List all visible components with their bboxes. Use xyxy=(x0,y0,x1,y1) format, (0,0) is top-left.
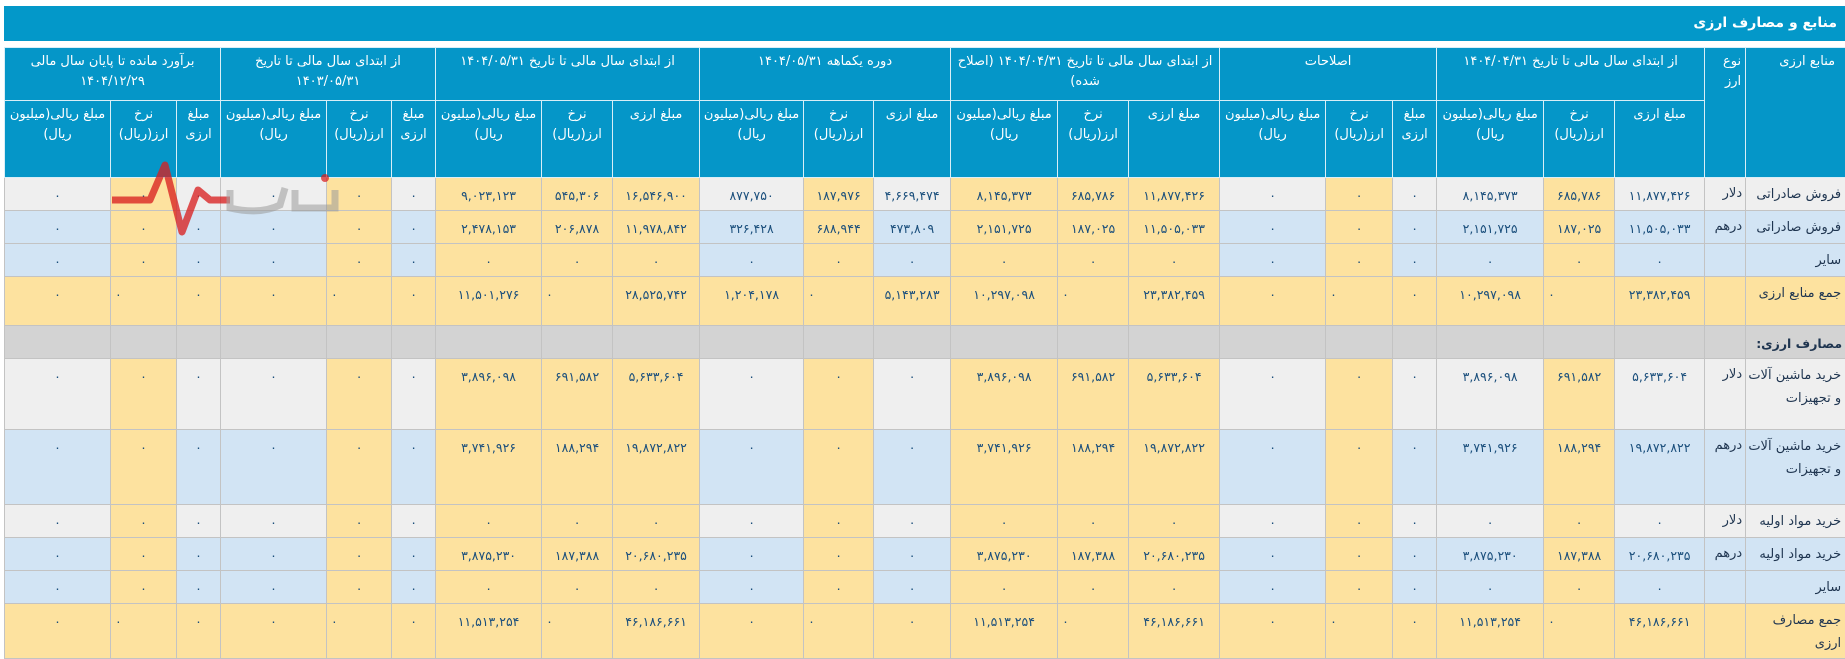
currency-amount-cell: ۰ xyxy=(1393,505,1437,538)
exchange-rate-cell: ۰ xyxy=(1544,604,1615,659)
panel-title: منابع و مصارف ارزی xyxy=(4,6,1845,41)
exchange-rate-cell: ۱۸۸,۲۹۴ xyxy=(1544,430,1615,505)
rial-amount-cell: ۰ xyxy=(700,430,804,505)
exchange-rate-cell: ۰ xyxy=(1058,277,1129,326)
header-source: منابع ارزی xyxy=(1746,48,1845,178)
exchange-rate-cell: ۰ xyxy=(1326,277,1393,326)
exchange-rate-cell: ۰ xyxy=(1544,277,1615,326)
rial-amount-cell: ۰ xyxy=(221,277,327,326)
row-label: خرید مواد اولیه xyxy=(1746,505,1845,538)
section-empty-cell xyxy=(1129,326,1220,359)
header-exchange-rate: نرخ ارز(ریال) xyxy=(1544,101,1615,178)
row-label: خرید مواد اولیه xyxy=(1746,538,1845,571)
currency-type xyxy=(1705,277,1746,326)
rial-amount-cell: ۳,۸۹۶,۰۹۸ xyxy=(1437,359,1544,430)
rial-amount-cell: ۰ xyxy=(5,244,111,277)
header-rial-amount: مبلغ ریالی(میلیون ریال) xyxy=(5,101,111,178)
rial-amount-cell: ۰ xyxy=(700,244,804,277)
currency-amount-cell: ۰ xyxy=(1129,571,1220,604)
currency-type: دلار xyxy=(1705,359,1746,430)
exchange-rate-cell: ۰ xyxy=(804,359,874,430)
currency-amount-cell: ۰ xyxy=(177,244,221,277)
currency-amount-cell: ۰ xyxy=(1393,178,1437,211)
header-currency-amount: مبلغ ارزی xyxy=(1129,101,1220,178)
rial-amount-cell: ۸۷۷,۷۵۰ xyxy=(700,178,804,211)
header-rial-amount: مبلغ ریالی(میلیون ریال) xyxy=(1220,101,1326,178)
currency-amount-cell: ۰ xyxy=(392,178,436,211)
exchange-rate-cell: ۰ xyxy=(1326,538,1393,571)
section-empty-cell xyxy=(177,326,221,359)
exchange-rate-cell: ۰ xyxy=(111,244,177,277)
currency-amount-cell: ۰ xyxy=(1615,571,1705,604)
currency-amount-cell: ۰ xyxy=(874,430,951,505)
exchange-rate-cell: ۶۸۸,۹۴۴ xyxy=(804,211,874,244)
section-empty-cell xyxy=(1058,326,1129,359)
rial-amount-cell: ۰ xyxy=(700,359,804,430)
rial-amount-cell: ۰ xyxy=(951,244,1058,277)
rial-amount-cell: ۰ xyxy=(1437,505,1544,538)
exchange-rate-cell: ۶۹۱,۵۸۲ xyxy=(1544,359,1615,430)
rial-amount-cell: ۳,۷۴۱,۹۲۶ xyxy=(436,430,542,505)
header-row-groups xyxy=(5,48,1845,101)
rial-amount-cell: ۰ xyxy=(5,430,111,505)
exchange-rate-cell: ۱۸۸,۲۹۴ xyxy=(542,430,613,505)
row-label: سایر xyxy=(1746,244,1845,277)
currency-amount-cell: ۰ xyxy=(177,277,221,326)
rial-amount-cell: ۰ xyxy=(1220,604,1326,659)
rial-amount-cell: ۰ xyxy=(5,359,111,430)
rial-amount-cell: ۱۱,۵۰۱,۲۷۶ xyxy=(436,277,542,326)
exchange-rate-cell: ۰ xyxy=(804,538,874,571)
rial-amount-cell: ۰ xyxy=(221,359,327,430)
rial-amount-cell: ۰ xyxy=(5,505,111,538)
header-exchange-rate: نرخ ارز(ریال) xyxy=(1058,101,1129,178)
exchange-rate-cell: ۰ xyxy=(111,430,177,505)
header-group-2: از ابتدای سال مالی تا تاریخ ۱۴۰۴/۰۴/۳۱ (اصلاح شده) xyxy=(951,48,1220,101)
exchange-rate-cell: ۰ xyxy=(1058,244,1129,277)
currency-amount-cell: ۰ xyxy=(177,211,221,244)
table-row xyxy=(5,211,1845,244)
exchange-rate-cell: ۰ xyxy=(1326,359,1393,430)
currency-amount-cell: ۰ xyxy=(874,359,951,430)
currency-amount-cell: ۰ xyxy=(1393,359,1437,430)
rial-amount-cell: ۰ xyxy=(1220,211,1326,244)
currency-amount-cell: ۰ xyxy=(1393,277,1437,326)
exchange-rate-cell: ۱۸۷,۳۸۸ xyxy=(1058,538,1129,571)
rial-amount-cell: ۰ xyxy=(700,538,804,571)
rial-amount-cell: ۰ xyxy=(700,571,804,604)
header-row-subcolumns xyxy=(5,101,1845,178)
exchange-rate-cell: ۱۸۷,۹۷۶ xyxy=(804,178,874,211)
header-rial-amount: مبلغ ریالی(میلیون ریال) xyxy=(951,101,1058,178)
exchange-rate-cell: ۰ xyxy=(804,505,874,538)
exchange-rate-cell: ۶۸۵,۷۸۶ xyxy=(1544,178,1615,211)
exchange-rate-cell: ۰ xyxy=(111,178,177,211)
rial-amount-cell: ۱,۲۰۴,۱۷۸ xyxy=(700,277,804,326)
header-exchange-rate: نرخ ارز(ریال) xyxy=(1326,101,1393,178)
row-label: جمع منابع ارزی xyxy=(1746,277,1845,326)
exchange-rate-cell: ۶۹۱,۵۸۲ xyxy=(1058,359,1129,430)
exchange-rate-cell: ۰ xyxy=(1058,505,1129,538)
rial-amount-cell: ۰ xyxy=(436,571,542,604)
header-rial-amount: مبلغ ریالی(میلیون ریال) xyxy=(436,101,542,178)
exchange-rate-cell: ۰ xyxy=(111,359,177,430)
currency-amount-cell: ۰ xyxy=(1393,538,1437,571)
section-empty-cell xyxy=(111,326,177,359)
rial-amount-cell: ۰ xyxy=(221,430,327,505)
currency-amount-cell: ۱۱,۸۷۷,۴۲۶ xyxy=(1129,178,1220,211)
exchange-rate-cell: ۰ xyxy=(542,277,613,326)
rial-amount-cell: ۰ xyxy=(1220,277,1326,326)
header-currency-amount: مبلغ ارزی xyxy=(613,101,700,178)
exchange-rate-cell: ۰ xyxy=(1544,505,1615,538)
currency-sources-uses-table xyxy=(4,47,1845,659)
currency-type xyxy=(1705,571,1746,604)
section-row xyxy=(5,326,1845,359)
table-row xyxy=(5,359,1845,430)
currency-amount-cell: ۰ xyxy=(874,505,951,538)
row-label: خرید ماشین آلات و تجهیزات xyxy=(1746,430,1845,505)
section-empty-cell xyxy=(1615,326,1705,359)
exchange-rate-cell: ۰ xyxy=(111,211,177,244)
exchange-rate-cell: ۰ xyxy=(111,604,177,659)
exchange-rate-cell: ۰ xyxy=(1326,604,1393,659)
table-row xyxy=(5,430,1845,505)
section-empty-cell xyxy=(1437,326,1544,359)
header-exchange-rate: نرخ ارز(ریال) xyxy=(804,101,874,178)
exchange-rate-cell: ۰ xyxy=(804,277,874,326)
header-currency-amount: مبلغ ارزی xyxy=(392,101,436,178)
exchange-rate-cell: ۰ xyxy=(804,571,874,604)
header-group-6: برآورد مانده تا پایان سال مالی ۱۴۰۴/۱۲/۲۹ xyxy=(5,48,221,101)
currency-amount-cell: ۰ xyxy=(613,244,700,277)
row-label: سایر xyxy=(1746,571,1845,604)
exchange-rate-cell: ۶۸۵,۷۸۶ xyxy=(1058,178,1129,211)
section-empty-cell xyxy=(613,326,700,359)
currency-type xyxy=(1705,604,1746,659)
section-empty-cell xyxy=(1326,326,1393,359)
currency-amount-cell: ۰ xyxy=(1393,244,1437,277)
rial-amount-cell: ۰ xyxy=(700,604,804,659)
exchange-rate-cell: ۰ xyxy=(1544,244,1615,277)
section-label: مصارف ارزی: xyxy=(1746,326,1845,359)
table-row xyxy=(5,538,1845,571)
row-label: جمع مصارف ارزی xyxy=(1746,604,1845,659)
rial-amount-cell: ۰ xyxy=(1220,244,1326,277)
rial-amount-cell: ۰ xyxy=(221,505,327,538)
currency-amount-cell: ۱۱,۵۰۵,۰۳۳ xyxy=(1129,211,1220,244)
rial-amount-cell: ۰ xyxy=(221,244,327,277)
header-group-5: از ابتدای سال مالی تا تاریخ ۱۴۰۳/۰۵/۳۱ xyxy=(221,48,436,101)
currency-amount-cell: ۲۳,۳۸۲,۴۵۹ xyxy=(1615,277,1705,326)
currency-amount-cell: ۰ xyxy=(177,430,221,505)
total-row xyxy=(5,277,1845,326)
section-empty-cell xyxy=(221,326,327,359)
row-label: فروش صادراتی xyxy=(1746,178,1845,211)
table-row xyxy=(5,571,1845,604)
section-empty-cell xyxy=(542,326,613,359)
section-empty-cell xyxy=(1220,326,1326,359)
currency-amount-cell: ۰ xyxy=(1129,505,1220,538)
rial-amount-cell: ۱۱,۵۱۳,۲۵۴ xyxy=(1437,604,1544,659)
currency-amount-cell: ۰ xyxy=(392,538,436,571)
rial-amount-cell: ۳۲۶,۴۲۸ xyxy=(700,211,804,244)
header-group-0: از ابتدای سال مالی تا تاریخ ۱۴۰۴/۰۴/۳۱ xyxy=(1437,48,1705,101)
rial-amount-cell: ۰ xyxy=(436,244,542,277)
currency-amount-cell: ۰ xyxy=(1615,505,1705,538)
rial-amount-cell: ۲,۱۵۱,۷۲۵ xyxy=(951,211,1058,244)
section-empty-cell xyxy=(804,326,874,359)
exchange-rate-cell: ۱۸۷,۰۲۵ xyxy=(1058,211,1129,244)
currency-amount-cell: ۲۸,۵۲۵,۷۴۲ xyxy=(613,277,700,326)
currency-amount-cell: ۰ xyxy=(874,604,951,659)
rial-amount-cell: ۰ xyxy=(221,538,327,571)
row-label: فروش صادراتی xyxy=(1746,211,1845,244)
rial-amount-cell: ۰ xyxy=(1437,571,1544,604)
rial-amount-cell: ۰ xyxy=(5,277,111,326)
header-rial-amount: مبلغ ریالی(میلیون ریال) xyxy=(1437,101,1544,178)
currency-amount-cell: ۱۹,۸۷۲,۸۲۲ xyxy=(613,430,700,505)
rial-amount-cell: ۰ xyxy=(951,505,1058,538)
header-group-3: دوره یکماهه ۱۴۰۴/۰۵/۳۱ xyxy=(700,48,951,101)
rial-amount-cell: ۱۰,۲۹۷,۰۹۸ xyxy=(951,277,1058,326)
section-empty-cell xyxy=(436,326,542,359)
rial-amount-cell: ۰ xyxy=(5,538,111,571)
exchange-rate-cell: ۰ xyxy=(542,604,613,659)
rial-amount-cell: ۰ xyxy=(221,604,327,659)
header-group-4: از ابتدای سال مالی تا تاریخ ۱۴۰۴/۰۵/۳۱ xyxy=(436,48,700,101)
exchange-rate-cell: ۰ xyxy=(804,430,874,505)
rial-amount-cell: ۳,۸۷۵,۲۳۰ xyxy=(951,538,1058,571)
table-row xyxy=(5,505,1845,538)
exchange-rate-cell: ۱۸۸,۲۹۴ xyxy=(1058,430,1129,505)
exchange-rate-cell: ۰ xyxy=(804,244,874,277)
currency-amount-cell: ۰ xyxy=(177,604,221,659)
currency-amount-cell: ۲۰,۶۸۰,۲۳۵ xyxy=(1615,538,1705,571)
currency-amount-cell: ۱۶,۵۴۶,۹۰۰ xyxy=(613,178,700,211)
section-empty-cell xyxy=(5,326,111,359)
exchange-rate-cell: ۶۹۱,۵۸۲ xyxy=(542,359,613,430)
rial-amount-cell: ۲,۴۷۸,۱۵۳ xyxy=(436,211,542,244)
currency-amount-cell: ۰ xyxy=(392,604,436,659)
currency-type: درهم xyxy=(1705,430,1746,505)
currency-amount-cell: ۵,۶۳۳,۶۰۴ xyxy=(1615,359,1705,430)
exchange-rate-cell: ۰ xyxy=(327,277,392,326)
exchange-rate-cell: ۰ xyxy=(111,505,177,538)
table-row xyxy=(5,244,1845,277)
exchange-rate-cell: ۰ xyxy=(542,244,613,277)
header-rial-amount: مبلغ ریالی(میلیون ریال) xyxy=(700,101,804,178)
exchange-rate-cell: ۰ xyxy=(111,571,177,604)
exchange-rate-cell: ۰ xyxy=(1326,505,1393,538)
exchange-rate-cell: ۰ xyxy=(1326,211,1393,244)
exchange-rate-cell: ۰ xyxy=(111,277,177,326)
rial-amount-cell: ۰ xyxy=(1220,430,1326,505)
currency-amount-cell: ۰ xyxy=(392,359,436,430)
exchange-rate-cell: ۰ xyxy=(327,604,392,659)
currency-amount-cell: ۰ xyxy=(1615,244,1705,277)
exchange-rate-cell: ۰ xyxy=(1326,178,1393,211)
currency-amount-cell: ۰ xyxy=(1393,571,1437,604)
rial-amount-cell: ۰ xyxy=(5,211,111,244)
rial-amount-cell: ۰ xyxy=(1220,505,1326,538)
currency-amount-cell: ۰ xyxy=(1393,604,1437,659)
rial-amount-cell: ۳,۸۹۶,۰۹۸ xyxy=(951,359,1058,430)
currency-type: دلار xyxy=(1705,178,1746,211)
currency-amount-cell: ۰ xyxy=(1129,244,1220,277)
currency-amount-cell: ۵,۶۳۳,۶۰۴ xyxy=(1129,359,1220,430)
exchange-rate-cell: ۰ xyxy=(327,505,392,538)
currency-amount-cell: ۰ xyxy=(177,571,221,604)
currency-amount-cell: ۰ xyxy=(392,244,436,277)
exchange-rate-cell: ۱۸۷,۳۸۸ xyxy=(1544,538,1615,571)
rial-amount-cell: ۰ xyxy=(221,211,327,244)
rial-amount-cell: ۰ xyxy=(951,571,1058,604)
currency-amount-cell: ۰ xyxy=(392,430,436,505)
rial-amount-cell: ۰ xyxy=(5,178,111,211)
currency-type: دلار xyxy=(1705,505,1746,538)
exchange-rate-cell: ۰ xyxy=(1326,244,1393,277)
currency-amount-cell: ۰ xyxy=(392,505,436,538)
section-empty-cell xyxy=(1393,326,1437,359)
exchange-rate-cell: ۰ xyxy=(1058,604,1129,659)
currency-amount-cell: ۲۰,۶۸۰,۲۳۵ xyxy=(1129,538,1220,571)
section-empty-cell xyxy=(951,326,1058,359)
table-row xyxy=(5,178,1845,211)
exchange-rate-cell: ۰ xyxy=(327,430,392,505)
currency-amount-cell: ۴,۶۶۹,۴۷۴ xyxy=(874,178,951,211)
header-currency-amount: مبلغ ارزی xyxy=(177,101,221,178)
rial-amount-cell: ۰ xyxy=(221,178,327,211)
currency-amount-cell: ۰ xyxy=(874,538,951,571)
currency-amount-cell: ۰ xyxy=(874,244,951,277)
currency-amount-cell: ۴۶,۱۸۶,۶۶۱ xyxy=(613,604,700,659)
currency-amount-cell: ۰ xyxy=(1393,211,1437,244)
header-currency-type: نوع ارز xyxy=(1705,48,1746,178)
header-exchange-rate: نرخ ارز(ریال) xyxy=(542,101,613,178)
rial-amount-cell: ۰ xyxy=(1220,178,1326,211)
section-empty-cell xyxy=(1544,326,1615,359)
rial-amount-cell: ۸,۱۴۵,۳۷۳ xyxy=(951,178,1058,211)
currency-amount-cell: ۰ xyxy=(392,571,436,604)
currency-type: درهم xyxy=(1705,211,1746,244)
exchange-rate-cell: ۰ xyxy=(327,211,392,244)
rial-amount-cell: ۰ xyxy=(5,604,111,659)
rial-amount-cell: ۱۱,۵۱۳,۲۵۴ xyxy=(436,604,542,659)
currency-amount-cell: ۱۱,۸۷۷,۴۲۶ xyxy=(1615,178,1705,211)
rial-amount-cell: ۰ xyxy=(1220,571,1326,604)
header-group-1: اصلاحات xyxy=(1220,48,1437,101)
currency-amount-cell: ۱۱,۹۷۸,۸۴۲ xyxy=(613,211,700,244)
rial-amount-cell: ۳,۸۹۶,۰۹۸ xyxy=(436,359,542,430)
section-empty-cell xyxy=(874,326,951,359)
header-currency-amount: مبلغ ارزی xyxy=(1615,101,1705,178)
currency-amount-cell: ۴۶,۱۸۶,۶۶۱ xyxy=(1129,604,1220,659)
header-exchange-rate: نرخ ارز(ریال) xyxy=(327,101,392,178)
rial-amount-cell: ۳,۷۴۱,۹۲۶ xyxy=(951,430,1058,505)
exchange-rate-cell: ۰ xyxy=(804,604,874,659)
exchange-rate-cell: ۰ xyxy=(327,359,392,430)
currency-amount-cell: ۵,۶۳۳,۶۰۴ xyxy=(613,359,700,430)
currency-amount-cell: ۲۰,۶۸۰,۲۳۵ xyxy=(613,538,700,571)
header-exchange-rate: نرخ ارز(ریال) xyxy=(111,101,177,178)
header-currency-amount: مبلغ ارزی xyxy=(874,101,951,178)
currency-amount-cell: ۱۹,۸۷۲,۸۲۲ xyxy=(1129,430,1220,505)
currency-amount-cell: ۱۱,۵۰۵,۰۳۳ xyxy=(1615,211,1705,244)
rial-amount-cell: ۰ xyxy=(5,571,111,604)
rial-amount-cell: ۱۱,۵۱۳,۲۵۴ xyxy=(951,604,1058,659)
rial-amount-cell: ۸,۱۴۵,۳۷۳ xyxy=(1437,178,1544,211)
rial-amount-cell: ۳,۸۷۵,۲۳۰ xyxy=(436,538,542,571)
currency-amount-cell: ۲۳,۳۸۲,۴۵۹ xyxy=(1129,277,1220,326)
exchange-rate-cell: ۰ xyxy=(327,571,392,604)
exchange-rate-cell: ۰ xyxy=(1326,571,1393,604)
exchange-rate-cell: ۰ xyxy=(1058,571,1129,604)
exchange-rate-cell: ۰ xyxy=(1326,430,1393,505)
currency-type: درهم xyxy=(1705,538,1746,571)
currency-type xyxy=(1705,244,1746,277)
rial-amount-cell: ۰ xyxy=(1220,538,1326,571)
section-empty-cell xyxy=(327,326,392,359)
row-label: خرید ماشین آلات و تجهیزات xyxy=(1746,359,1845,430)
exchange-rate-cell: ۰ xyxy=(542,505,613,538)
rial-amount-cell: ۰ xyxy=(436,505,542,538)
exchange-rate-cell: ۰ xyxy=(542,571,613,604)
rial-amount-cell: ۲,۱۵۱,۷۲۵ xyxy=(1437,211,1544,244)
total-row xyxy=(5,604,1845,659)
currency-amount-cell: ۰ xyxy=(177,505,221,538)
rial-amount-cell: ۰ xyxy=(221,571,327,604)
section-empty-cell xyxy=(392,326,436,359)
exchange-rate-cell: ۰ xyxy=(1544,571,1615,604)
exchange-rate-cell: ۱۸۷,۳۸۸ xyxy=(542,538,613,571)
rial-amount-cell: ۰ xyxy=(1437,244,1544,277)
header-rial-amount: مبلغ ریالی(میلیون ریال) xyxy=(221,101,327,178)
currency-amount-cell: ۰ xyxy=(177,538,221,571)
exchange-rate-cell: ۵۴۵,۳۰۶ xyxy=(542,178,613,211)
rial-amount-cell: ۳,۷۴۱,۹۲۶ xyxy=(1437,430,1544,505)
exchange-rate-cell: ۰ xyxy=(327,244,392,277)
currency-amount-cell: ۰ xyxy=(874,571,951,604)
exchange-rate-cell: ۰ xyxy=(327,538,392,571)
rial-amount-cell: ۹,۰۲۳,۱۲۳ xyxy=(436,178,542,211)
exchange-rate-cell: ۲۰۶,۸۷۸ xyxy=(542,211,613,244)
section-empty-cell xyxy=(1705,326,1746,359)
currency-amount-cell: ۰ xyxy=(392,211,436,244)
currency-amount-cell: ۰ xyxy=(613,505,700,538)
currency-amount-cell: ۴۷۳,۸۰۹ xyxy=(874,211,951,244)
exchange-rate-cell: ۱۸۷,۰۲۵ xyxy=(1544,211,1615,244)
currency-amount-cell: ۰ xyxy=(177,359,221,430)
currency-amount-cell: ۵,۱۴۳,۲۸۳ xyxy=(874,277,951,326)
rial-amount-cell: ۰ xyxy=(1220,359,1326,430)
exchange-rate-cell: ۰ xyxy=(111,538,177,571)
currency-amount-cell: ۱۹,۸۷۲,۸۲۲ xyxy=(1615,430,1705,505)
currency-amount-cell: ۰ xyxy=(1393,430,1437,505)
currency-amount-cell: ۰ xyxy=(177,178,221,211)
header-currency-amount: مبلغ ارزی xyxy=(1393,101,1437,178)
exchange-rate-cell: ۰ xyxy=(327,178,392,211)
rial-amount-cell: ۰ xyxy=(700,505,804,538)
rial-amount-cell: ۱۰,۲۹۷,۰۹۸ xyxy=(1437,277,1544,326)
currency-amount-cell: ۴۶,۱۸۶,۶۶۱ xyxy=(1615,604,1705,659)
currency-amount-cell: ۰ xyxy=(392,277,436,326)
section-empty-cell xyxy=(700,326,804,359)
rial-amount-cell: ۳,۸۷۵,۲۳۰ xyxy=(1437,538,1544,571)
currency-amount-cell: ۰ xyxy=(613,571,700,604)
